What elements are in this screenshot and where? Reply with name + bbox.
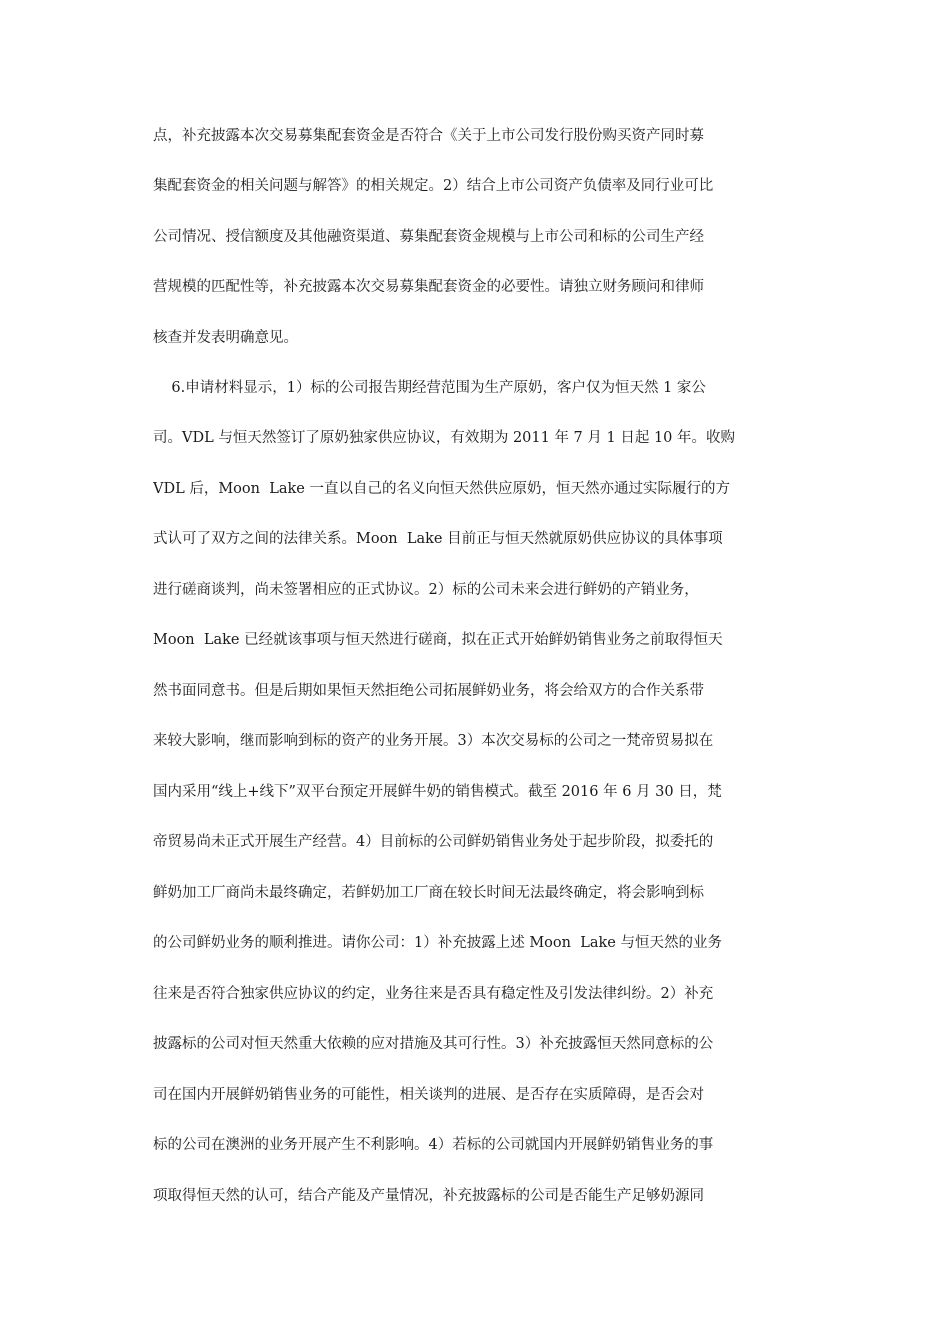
body-line: 标的公司在澳洲的业务开展产生不利影响。4）若标的公司就国内开展鲜奶销售业务的事	[153, 1137, 714, 1153]
body-line: 6.申请材料显示，1）标的公司报告期经营范围为生产原奶，客户仅为恒天然 1 家公	[153, 380, 706, 396]
body-line: 公司情况、授信额度及其他融资渠道、募集配套资金规模与上市公司和标的公司生产经	[153, 229, 704, 245]
body-line: 司。VDL 与恒天然签订了原奶独家供应协议，有效期为 2011 年 7 月 1 日起 10 年。收购	[153, 430, 736, 446]
body-line: 来较大影响，继而影响到标的资产的业务开展。3）本次交易标的公司之一梵帝贸易拟在	[153, 733, 714, 749]
body-line: 的公司鲜奶业务的顺利推进。请你公司：1）补充披露上述 Moon Lake 与恒天然的业务	[153, 935, 722, 951]
body-line: 营规模的匹配性等，补充披露本次交易募集配套资金的必要性。请独立财务顾问和律师	[153, 279, 704, 295]
body-line: 司在国内开展鲜奶销售业务的可能性，相关谈判的进展、是否存在实质障碍，是否会对	[153, 1087, 704, 1103]
body-line: 项取得恒天然的认可，结合产能及产量情况，补充披露标的公司是否能生产足够奶源同	[153, 1188, 704, 1204]
body-line: 披露标的公司对恒天然重大依赖的应对措施及其可行性。3）补充披露恒天然同意标的公	[153, 1036, 714, 1052]
body-line: 鲜奶加工厂商尚未最终确定，若鲜奶加工厂商在较长时间无法最终确定，将会影响到标	[153, 885, 704, 901]
body-line: 进行磋商谈判，尚未签署相应的正式协议。2）标的公司未来会进行鲜奶的产销业务，	[153, 582, 699, 598]
body-line: VDL 后，Moon Lake 一直以自己的名义向恒天然供应原奶，恒天然亦通过实际履行的方	[153, 481, 730, 497]
body-line: 然书面同意书。但是后期如果恒天然拒绝公司拓展鲜奶业务，将会给双方的合作关系带	[153, 683, 704, 699]
body-line: 式认可了双方之间的法律关系。Moon Lake 目前正与恒天然就原奶供应协议的具体事项	[153, 531, 723, 547]
body-line: 帝贸易尚未正式开展生产经营。4）目前标的公司鲜奶销售业务处于起步阶段，拟委托的	[153, 834, 714, 850]
body-line: 往来是否符合独家供应协议的约定，业务往来是否具有稳定性及引发法律纠纷。2）补充	[153, 986, 714, 1002]
body-line: 集配套资金的相关问题与解答》的相关规定。2）结合上市公司资产负债率及同行业可比	[153, 178, 714, 194]
body-line: 核查并发表明确意见。	[153, 330, 298, 346]
body-line: 点，补充披露本次交易募集配套资金是否符合《关于上市公司发行股份购买资产同时募	[153, 128, 704, 144]
body-line: 国内采用“线上+线下”双平台预定开展鲜牛奶的销售模式。截至 2016 年 6 月 30 日，梵	[153, 784, 722, 800]
body-line: Moon Lake 已经就该事项与恒天然进行磋商，拟在正式开始鲜奶销售业务之前取得恒天	[153, 632, 723, 648]
